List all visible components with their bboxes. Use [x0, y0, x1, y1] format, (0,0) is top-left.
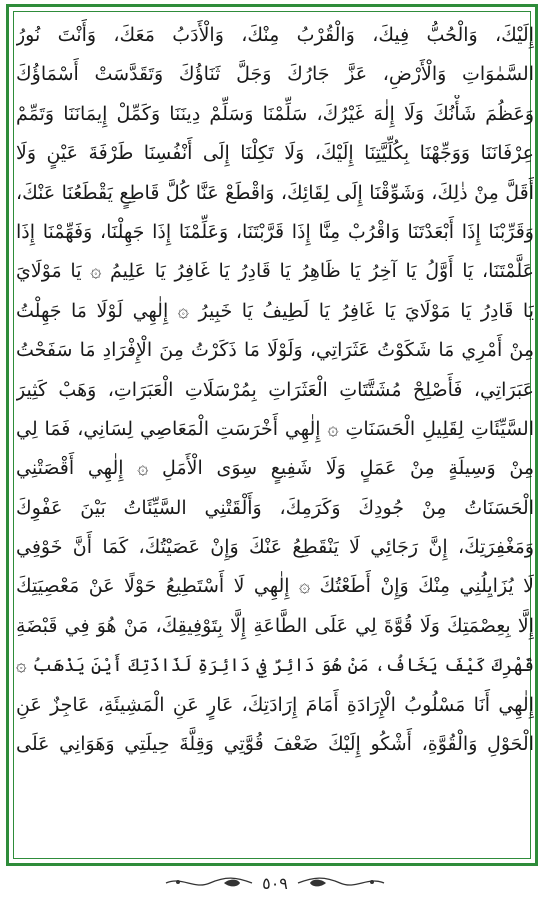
page-number: ٥٠٩: [262, 873, 288, 893]
text-line: يَا قَادِرُ يَا مَوْلَايَ يَا غَافِرُ يَا لَطِيفُ يَا خَبِيرُ ۞ إِلٰهِي لَوْلَا مَا جَهِلْتُ: [16, 299, 534, 322]
text-line: عِرْفَانَنَا وَوَجِّهْنَا بِكُلِّيَّتِنَا إِلَيْكَ، وَلَا تَكِلْنَا إِلَى أَنْفُسِنَا طَرْفَةَ عَيْنٍ وَلَا: [16, 142, 534, 165]
text-line: وَمَغْفِرَتِكَ، إِنَّ رَجَائِي لَا يَنْقَطِعُ عَنْكَ وَإِنْ عَصَيْتُكَ، كَمَا أَنَّ خَوْفِي: [16, 536, 534, 559]
text-line: وَعَظُمَ شَأْنُكَ وَلَا إِلٰهَ غَيْرُكَ، سَلِّمْنَا وَسَلِّمْ دِينَنَا وَكَمِّلْ إِيمَانَنَا وَتَمِّمْ: [16, 102, 534, 125]
text-line: السَّمٰوَاتِ وَالْأَرْضِ، عَزَّ جَارُكَ وَجَلَّ ثَنَاؤُكَ وَتَقَدَّسَتْ أَسْمَاؤُكَ: [16, 63, 534, 86]
text-line: السَّيِّئَاتِ لِقَلِيلِ الْحَسَنَاتِ ۞ إِلٰهِي أَخْرَسَتِ الْمَعَاصِي لِسَانِي، فَمَا لِي: [16, 417, 534, 440]
text-line: الْحَوْلِ وَالْقُوَّةِ، أَشْكُو إِلَيْكَ ضَعْفَ قُوَّتِي وَقِلَّةَ حِيلَتِي وَهَوَانِي عَلَى: [16, 733, 534, 756]
page-footer: [0, 868, 550, 898]
text-line: وَقَرِّبْنَا إِذَا أَبْعَدْتَنَا وَاقْرُبْ مِنَّا إِذَا قَرَّبْتَنَا، وَعَلِّمْنَا إِذَا جَهِلْنَا، وَفَهِّمْنَا إِذَا: [16, 220, 534, 243]
text-line: عَلَّمْتَنَا، يَا أَوَّلُ يَا آخِرُ يَا ظَاهِرُ يَا قَادِرُ يَا غَافِرُ يَا عَلِيمُ ۞ يَا مَوْلَايَ: [16, 260, 534, 283]
text-line: أَقَلَّ مِنْ ذٰلِكَ، وَشَوِّقْنَا إِلَى لِقَائِكَ، وَاقْطَعْ عَنَّا كُلَّ قَاطِعٍ يَقْطَعُنَا عَنْكَ،: [16, 181, 534, 204]
prayer-text: [16, 16, 534, 764]
swash-ornament-icon: [296, 874, 386, 892]
text-line: الْحَسَنَاتُ مِنْ جُودِكَ وَكَرَمِكَ، وَأَلْقَتْنِي السَّيِّئَاتُ بَيْنَ عَفْوِكَ: [16, 496, 534, 519]
text-line: مِنْ وَسِيلَةٍ مِنْ عَمَلٍ وَلَا شَفِيعٍ سِوَى الْأَمَلِ ۞ إِلٰهِي أَقْصَتْنِي: [16, 457, 534, 480]
text-line: مِنْ أَمْرِي مَا شَكَوْتُ عَثَرَاتِي، وَلَوْلَا مَا ذَكَرْتُ مِنَ الْإِفْرَادِ مَا سَفَحْتُ: [16, 339, 534, 362]
text-line: إِلٰهِي أَنَا مَسْلُوبُ الْإِرَادَةِ أَمَامَ إِرَادَتِكَ، عَارٍ عَنِ الْمَشِيئَةِ، عَاجِزٌ عَنِ: [16, 693, 534, 716]
text-line: لَا يُزَايِلُنِي مِنْكَ وَإِنْ أَطَعْتُكَ ۞ إِلٰهِي لَا أَسْتَطِيعُ حَوْلًا عَنْ مَعْصِيَتِكَ: [16, 575, 534, 598]
text-line: إِلَّا بِعِصْمَتِكَ وَلَا قُوَّةَ لِي عَلَى الطَّاعَةِ إِلَّا بِتَوْفِيقِكَ، مَنْ هُوَ فِي قَبْضَةِ: [16, 614, 534, 637]
text-line: عَبَرَاتِي، فَأَصْلِحْ مُشَتَّتَاتِ الْعَثَرَاتِ بِمُرْسَلَاتِ الْعَبَرَاتِ، وَهَبْ كَثِيرَ: [16, 378, 534, 401]
swash-ornament-icon: [164, 874, 254, 892]
text-line: قَهْرِكَ كَيْفَ يَخَافُ، مَنْ هُوَ دَائِرٌ فِي دَائِرَةِ لَذَاذَتِكَ أَيْنَ يَذْهَبُ ۞: [16, 655, 534, 677]
text-line: إِلَيْكَ، وَالْحُبُّ فِيكَ، وَالْقُرْبُ مِنْكَ، وَالْأَدَبُ مَعَكَ، وَأَنْتَ نُورُ: [16, 24, 534, 46]
